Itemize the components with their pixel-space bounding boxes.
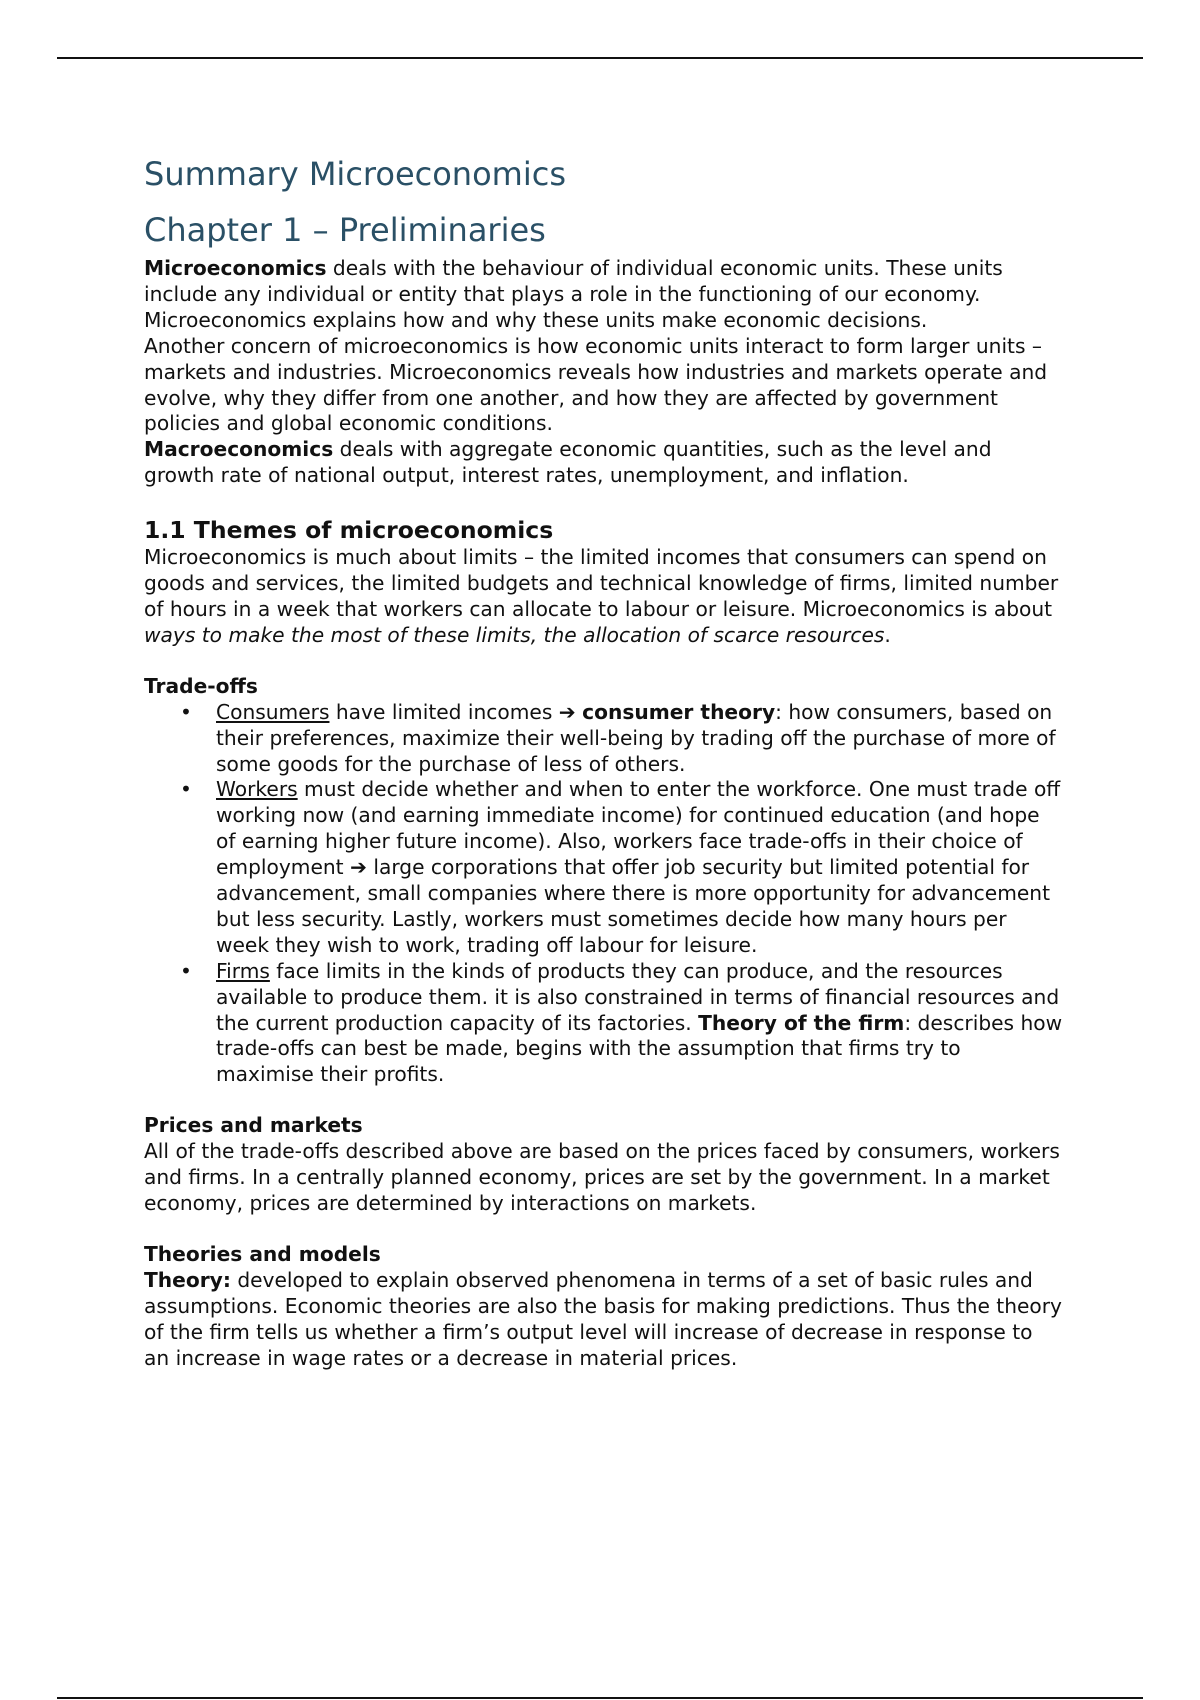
tradeoffs-list	[144, 700, 1064, 1089]
subheading-theories-models: Theories and models	[144, 1241, 381, 1266]
term-theory: Theory:	[144, 1267, 231, 1292]
list-item-workers	[144, 777, 1064, 958]
bullet-icon: •	[180, 777, 192, 802]
document-title: Summary Microeconomics	[144, 155, 566, 193]
themes-text: Microeconomics is much about limits – the limited incomes that consumers can spend on goods and services, the limited budgets and technical knowledge of firms, limited number of hours in a week that workers can allocate to labour or leisure. Microeconomics is about	[144, 545, 1059, 621]
intro-text-3: deals with aggregate economic quantities, such as the level and growth rate of national output, interest rates, unemployment, and inflation.	[144, 437, 992, 488]
subheading-tradeoffs: Trade-offs	[144, 673, 258, 698]
intro-text-1: deals with the behaviour of individual economic units. These units include any individual or entity that plays a role in the functioning of our economy. Microeconomics explains how and why these units make economic decisions.	[144, 256, 1003, 332]
term-consumers: Consumers	[216, 699, 330, 724]
term-firms: Firms	[216, 958, 270, 983]
prices-paragraph: All of the trade-offs described above are based on the prices faced by consumers, workers and firms. In a centrally planned economy, prices are set by the government. In a market economy, prices are determined by interactions on markets.	[144, 1139, 1060, 1215]
intro-paragraph-macroeconomics	[144, 437, 1064, 489]
consumers-text-1: have limited incomes ➔	[329, 699, 583, 724]
workers-text: must decide whether and when to enter the workforce. One must trade off working now (and earning immediate income) for continued education (and hope of earning higher future income). Also, workers face trade-offs in their choice of employment ➔ large corporations that offer job security but limited potential for advancement, small companies where there is more opportunity for advancement but less security. Lastly, workers must sometimes decide how many hours per week they wish to work, trading off labour for leisure.	[216, 777, 1061, 957]
term-macroeconomics: Macroeconomics	[144, 437, 334, 462]
chapter-title: Chapter 1 – Preliminaries	[144, 211, 546, 249]
list-item-consumers	[144, 700, 1064, 778]
footer-rule	[57, 1697, 1143, 1699]
intro-paragraph-concern: Another concern of microeconomics is how economic units interact to form larger units – markets and industries. Microeconomics reveals how industries and markets operate and evolve, why they differ from one another, and how they are affected by government policies and global economic conditions.	[144, 333, 1048, 436]
themes-text-end: .	[884, 622, 891, 647]
intro-paragraph-microeconomics	[144, 256, 1064, 334]
section-heading-themes: 1.1 Themes of microeconomics	[144, 516, 554, 545]
themes-italic-text: ways to make the most of these limits, the allocation of scarce resources	[144, 622, 885, 647]
consumers-text-2: : how consumers, based on their preferences, maximize their well-being by trading off the purchase of more of some goods for the purchase of less of others.	[216, 699, 1056, 776]
firms-text-1: face limits in the kinds of products they can produce, and the resources available to produce them. it is also constrained in terms of financial resources and the current production capacity of its factories.	[216, 958, 1060, 1035]
bullet-icon: •	[180, 958, 192, 983]
header-rule	[57, 57, 1143, 59]
theories-text: developed to explain observed phenomena in terms of a set of basic rules and assumptions. Economic theories are also the basis for making predictions. Thus the theory of the firm tells us whether a firm’s output level will increase of decrease in response to an increase in wage rates or a decrease in material prices.	[144, 1267, 1063, 1370]
bullet-icon: •	[180, 699, 192, 724]
subheading-prices-markets: Prices and markets	[144, 1113, 363, 1138]
term-theory-of-the-firm: Theory of the firm	[698, 1010, 905, 1035]
list-item-firms	[144, 959, 1064, 1089]
term-microeconomics: Microeconomics	[144, 256, 327, 280]
firms-text-2: : describes how trade-offs can best be made, begins with the assumption that firms try to maximise their profits.	[216, 1010, 1063, 1087]
document-body	[144, 154, 1064, 1371]
term-consumer-theory: consumer theory	[582, 699, 776, 724]
term-workers: Workers	[216, 777, 298, 802]
themes-paragraph	[144, 545, 1064, 649]
theories-paragraph	[144, 1268, 1064, 1372]
